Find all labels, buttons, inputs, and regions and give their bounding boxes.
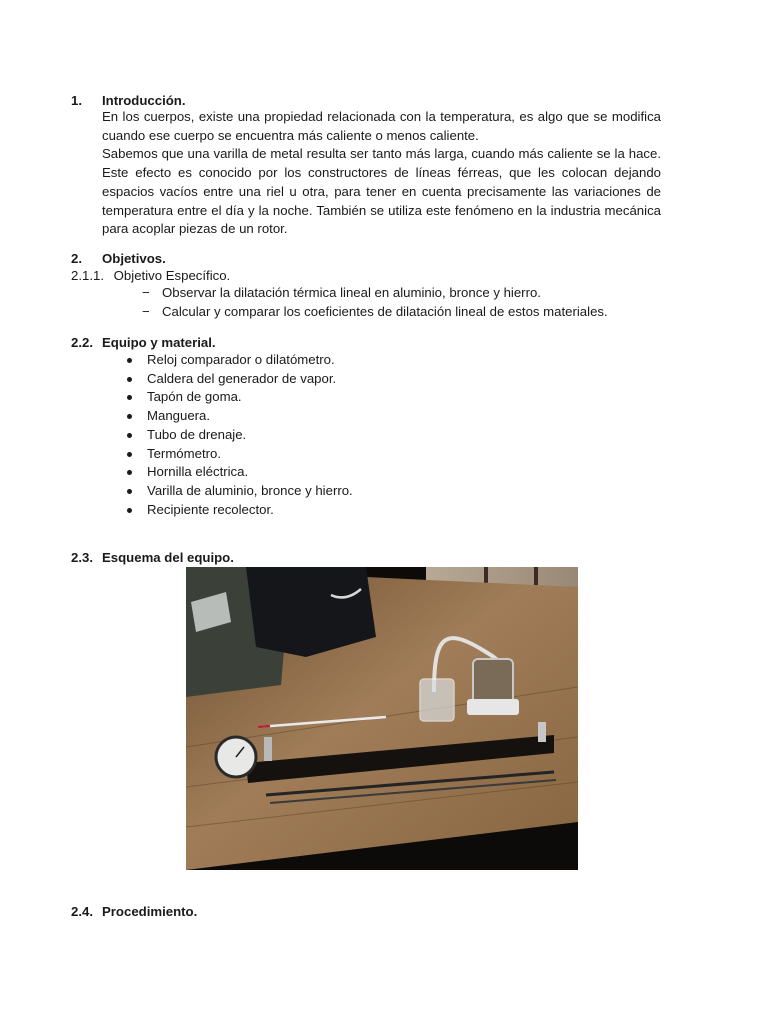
equipment-list: [126, 351, 353, 519]
section-title: Equipo y material.: [102, 335, 216, 350]
subsection-number: 2.1.1.: [71, 268, 104, 283]
subsection-heading-objetivo-especifico: [71, 267, 230, 286]
list-item: [142, 303, 608, 322]
paragraph: En los cuerpos, existe una propiedad relacionada con la temperatura, es algo que se modifica cuando ese cuerpo se encuentra más caliente o menos caliente.: [102, 109, 661, 143]
list-item-text: Hornilla eléctrica.: [147, 464, 249, 480]
list-item-text: Caldera del generador de vapor.: [147, 370, 337, 386]
bullet-icon: [127, 414, 132, 419]
list-item-text: Observar la dilatación térmica lineal en aluminio, bronce y hierro.: [162, 285, 541, 300]
section-title: Esquema del equipo.: [102, 550, 234, 565]
objectives-list: [142, 284, 608, 321]
list-item: [126, 407, 353, 426]
list-item: [126, 351, 353, 370]
list-item: [126, 463, 353, 482]
section-number: 2.2.: [71, 335, 93, 350]
list-item-text: Varilla de aluminio, bronce y hierro.: [147, 482, 353, 498]
bullet-icon: [127, 470, 132, 475]
section-heading-procedimiento: [71, 903, 671, 922]
bullet-icon: [127, 489, 132, 494]
list-item: [126, 370, 353, 389]
section-number: 2.: [71, 251, 82, 266]
list-item-text: Reloj comparador o dilatómetro.: [147, 352, 335, 367]
section-number: 1.: [71, 93, 82, 108]
electric-stove: [467, 699, 519, 715]
list-item: [142, 284, 608, 303]
list-item: [126, 501, 353, 520]
thermometer-bulb: [258, 726, 270, 727]
section-title: Procedimiento.: [102, 904, 198, 919]
section-title: Introducción.: [102, 93, 186, 108]
equipment-photo: [186, 567, 578, 870]
dash-marker: −: [142, 303, 150, 319]
list-item-text: Termómetro.: [147, 445, 222, 461]
paragraph: Sabemos que una varilla de metal resulta ser tanto más larga, cuando más caliente se la hace. Este efecto es conocido por los constructores de líneas férreas, que les colocan dejando espacios vacíos entre una riel u otra, para tener en cuenta precisamente las variaciones de temperatura entre el día y la noche. También se utiliza este fenómeno en la industria mecánica para acoplar piezas de un rotor.: [102, 146, 661, 237]
introduccion-body: [102, 108, 661, 239]
section-title: Objetivos.: [102, 251, 166, 266]
dash-marker: −: [142, 285, 150, 300]
list-item-text: Manguera.: [147, 408, 211, 424]
section-heading-esquema: [71, 549, 671, 568]
clamp-knob: [264, 737, 272, 761]
glass-beaker: [420, 679, 454, 721]
section-number: 2.3.: [71, 550, 93, 565]
list-item: [126, 388, 353, 407]
bullet-icon: [127, 433, 132, 438]
list-item-text: Calcular y comparar los coeficientes de dilatación lineal de estos materiales.: [162, 303, 608, 319]
list-item-text: Tapón de goma.: [147, 389, 242, 405]
list-item-text: Recipiente recolector.: [147, 501, 274, 517]
list-item: [126, 482, 353, 501]
list-item: [126, 445, 353, 464]
subsection-title: Objetivo Específico.: [113, 268, 231, 283]
section-number: 2.4.: [71, 904, 93, 919]
list-item-text: Tubo de drenaje.: [147, 426, 247, 442]
clamp-knob: [538, 722, 546, 742]
bullet-icon: [127, 508, 132, 513]
bullet-icon: [127, 395, 132, 400]
list-item: [126, 426, 353, 445]
bullet-icon: [127, 377, 132, 382]
bullet-icon: [127, 452, 132, 457]
bullet-icon: [127, 358, 132, 363]
